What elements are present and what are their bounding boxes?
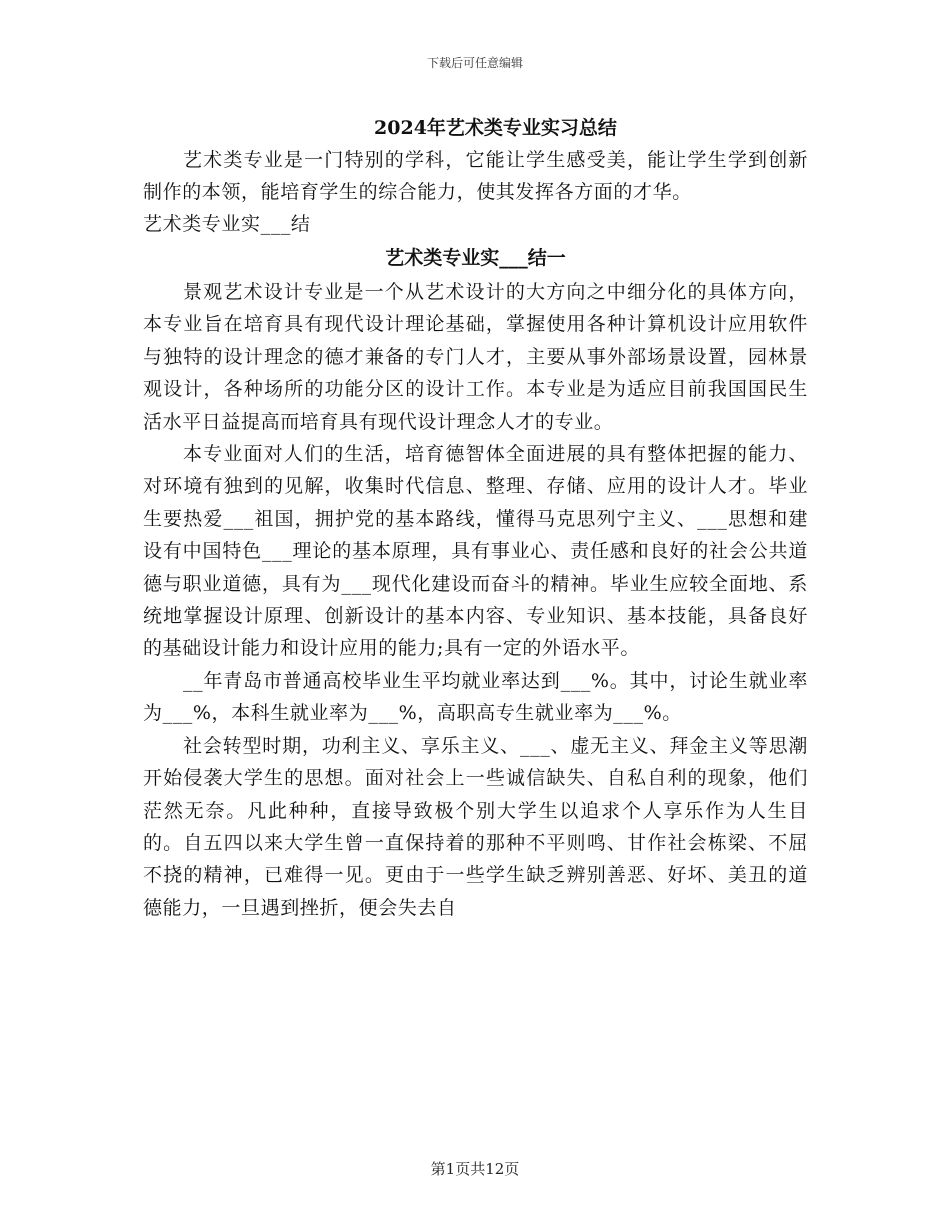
body-paragraph: 社会转型时期，功利主义、享乐主义、___、虚无主义、拜金主义等思潮开始侵袭大学生的思想。面对社会上一些诚信缺失、自私自利的现象，他们茫然无奈。凡此种种，直接导致极个别大学生以追求个人享乐作为人生目的。自五四以来大学生曾一直保持着的那种不平则鸣、甘作社会栋梁、不屈不挠的精神，已难得一见。更由于一些学生缺乏辨别善恶、好坏、美丑的道德能力，一旦遇到挫折，便会失去自 bbox=[143, 734, 808, 919]
document-title: 2024年艺术类专业实习总结 bbox=[374, 117, 617, 139]
document-content bbox=[143, 112, 808, 924]
section-body bbox=[143, 276, 808, 924]
page-footer: 第1页共12页 bbox=[430, 1160, 520, 1178]
body-paragraph: 景观艺术设计专业是一个从艺术设计的大方向之中细分化的具体方向，本专业旨在培育具有现代设计理论基础，掌握使用各种计算机设计应用软件与独特的设计理念的德才兼备的专门人才，主要从事外部场景设置，园林景观设计，各种场所的功能分区的设计工作。本专业是为适应目前我国国民生活水平日益提高而培育具有现代设计理念人才的专业。 bbox=[143, 281, 808, 433]
intro-subtitle-line: 艺术类专业实___结 bbox=[143, 213, 311, 235]
header-note: 下载后可任意编辑 bbox=[426, 56, 523, 70]
intro-paragraph: 艺术类专业是一门特别的学科，它能让学生感受美，能让学生学到创新制作的本领，能培育学生的综合能力，使其发挥各方面的才华。 bbox=[143, 149, 808, 203]
body-paragraph: __年青岛市普通高校毕业生平均就业率达到___%。其中，讨论生就业率为___%，本科生就业率为___%，高职高专生就业率为___%。 bbox=[143, 669, 808, 725]
section-title: 艺术类专业实___结一 bbox=[385, 247, 566, 269]
body-paragraph: 本专业面对人们的生活，培育德智体全面进展的具有整体把握的能力、对环境有独到的见解，收集时代信息、整理、存储、应用的设计人才。毕业生要热爱___祖国，拥护党的基本路线，懂得马克思列宁主义、___思想和建设有中国特色___理论的基本原理，具有事业心、责任感和良好的社会公共道德与职业道德，具有为___现代化建设而奋斗的精神。毕业生应较全面地、系统地掌握设计原理、创新设计的基本内容、专业知识、基本技能，具备良好的基础设计能力和设计应用的能力;具有一定的外语水平。 bbox=[143, 443, 808, 660]
